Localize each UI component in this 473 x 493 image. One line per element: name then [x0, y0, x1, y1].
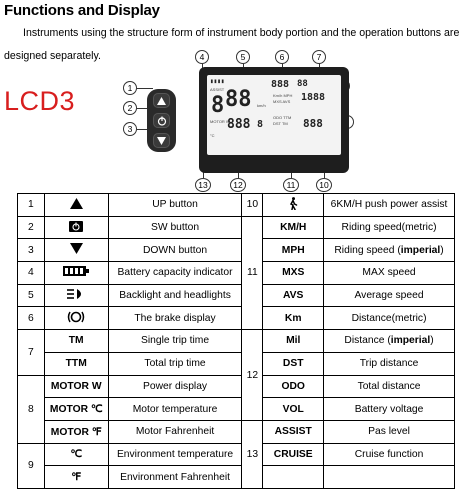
row-description-2: MAX speed	[324, 262, 455, 285]
table-row	[18, 443, 455, 466]
power-symbol-icon	[44, 216, 108, 239]
battery-indicator: ▮▮▮▮	[210, 78, 225, 85]
walk-icon	[263, 194, 324, 217]
row-description-2	[324, 466, 455, 489]
mode-text: Km/h MPH	[273, 93, 293, 98]
row-description: Environment temperature	[108, 443, 242, 466]
odo-text: ODO TTM	[273, 115, 292, 120]
table-row	[18, 466, 455, 489]
row-description-2: Riding speed (imperial)	[324, 239, 455, 262]
row-number: 6	[18, 307, 45, 330]
table-row	[18, 398, 455, 421]
table-row	[18, 375, 455, 398]
row-number: 3	[18, 239, 45, 262]
table-row	[18, 352, 455, 375]
motor-label: MOTOR W	[210, 119, 230, 124]
speed-unit: km/h	[257, 103, 266, 108]
row-description: Power display	[108, 375, 242, 398]
up-triangle-icon	[44, 194, 108, 217]
row-abbr: AVS	[263, 284, 324, 307]
row-description: Battery capacity indicator	[108, 262, 242, 285]
row-description-2: Cruise function	[324, 443, 455, 466]
row-description: Total trip time	[108, 352, 242, 375]
lcd-screen	[207, 75, 341, 155]
row-abbr: MXS	[263, 262, 324, 285]
callout-13: 13	[195, 178, 211, 192]
callout-2: 2	[123, 101, 137, 115]
headlight-icon	[44, 284, 108, 307]
temp-label: °C	[210, 133, 215, 138]
row-abbr: MPH	[263, 239, 324, 262]
row-description: Backlight and headlights	[108, 284, 242, 307]
battery-icon	[44, 262, 108, 285]
speed-digits: 88	[225, 87, 252, 112]
brake-icon	[44, 307, 108, 330]
row-description-2: Battery voltage	[324, 398, 455, 421]
callout-12: 12	[230, 178, 246, 192]
row-description-2: Riding speed(metric)	[324, 216, 455, 239]
row-abbr: Mil	[263, 330, 324, 353]
row-number: 7	[18, 330, 45, 375]
row-description-2: Distance (imperial)	[324, 330, 455, 353]
row-number-2: 13	[242, 420, 263, 488]
function-table	[17, 193, 455, 489]
row-abbr: ODO	[263, 375, 324, 398]
row-abbr: ASSIST	[263, 420, 324, 443]
table-row	[18, 284, 455, 307]
row-icon-text: MOTOR ℃	[44, 398, 108, 421]
row-icon-text: MOTOR ℉	[44, 420, 108, 443]
row-abbr: KM/H	[263, 216, 324, 239]
table-row	[18, 262, 455, 285]
row-number: 2	[18, 216, 45, 239]
model-label: LCD3	[4, 86, 76, 116]
row-description: Single trip time	[108, 330, 242, 353]
row-description-2: Pas level	[324, 420, 455, 443]
row-number: 1	[18, 194, 45, 217]
right-lower-digits: 888	[303, 117, 323, 130]
row-number-2: 11	[242, 216, 263, 329]
row-number-2: 10	[242, 194, 263, 217]
row-description-2: Total distance	[324, 375, 455, 398]
row-number-2: 12	[242, 330, 263, 421]
callout-6: 6	[275, 50, 289, 64]
row-description-2: Trip distance	[324, 352, 455, 375]
row-number: 5	[18, 284, 45, 307]
row-description-2: 6KM/H push power assist	[324, 194, 455, 217]
table-row	[18, 420, 455, 443]
power-icon	[157, 116, 167, 126]
row-description: DOWN button	[108, 239, 242, 262]
row-description-2: Average speed	[324, 284, 455, 307]
lcd-display	[199, 67, 349, 173]
remote-control	[147, 89, 176, 152]
callout-1: 1	[123, 81, 137, 95]
row-number: 8	[18, 375, 45, 443]
mid-digits: 888	[227, 117, 251, 132]
row-description: SW button	[108, 216, 242, 239]
remote-down-button[interactable]	[153, 133, 170, 148]
right-digits: 1888	[301, 92, 326, 103]
callout-4: 4	[195, 50, 209, 64]
row-number: 9	[18, 443, 45, 488]
intro-paragraph: Instruments using the structure form of instrument body portion and the operation buttons are designed separately.	[4, 27, 460, 62]
row-description: Motor temperature	[108, 398, 242, 421]
row-description: Motor Fahrenheit	[108, 420, 242, 443]
table-row	[18, 194, 455, 217]
up-triangle-icon	[157, 97, 166, 105]
down-triangle-icon	[44, 239, 108, 262]
remote-up-button[interactable]	[153, 93, 170, 108]
row-icon-text: MOTOR W	[44, 375, 108, 398]
callout-5: 5	[236, 50, 250, 64]
callout-3: 3	[123, 122, 137, 136]
table-row	[18, 330, 455, 353]
row-abbr	[263, 466, 324, 489]
top-digits: 888	[271, 79, 290, 90]
row-abbr: Km	[263, 307, 324, 330]
row-number: 4	[18, 262, 45, 285]
row-abbr: VOL	[263, 398, 324, 421]
row-icon-text: TTM	[44, 352, 108, 375]
assist-digit: 8	[211, 93, 225, 118]
row-abbr: DST	[263, 352, 324, 375]
mode-text-b: MXS AVS	[273, 99, 291, 104]
remote-power-button[interactable]	[153, 113, 170, 128]
top-digits-b: 88	[297, 79, 308, 89]
row-abbr: CRUISE	[263, 443, 324, 466]
mid-digits-b: 8	[257, 119, 264, 130]
row-description-2: Distance(metric)	[324, 307, 455, 330]
section-title: Functions and Display	[4, 2, 160, 19]
table-row	[18, 307, 455, 330]
table-row	[18, 239, 455, 262]
assist-label: ASSIST	[210, 87, 225, 92]
down-triangle-icon	[157, 137, 166, 145]
callout-10: 10	[316, 178, 332, 192]
row-icon-text: ℉	[44, 466, 108, 489]
row-description: UP button	[108, 194, 242, 217]
row-description: The brake display	[108, 307, 242, 330]
trip-text: DST TM	[273, 121, 288, 126]
row-description: Environment Fahrenheit	[108, 466, 242, 489]
callout-11: 11	[283, 178, 299, 192]
row-icon-text: ℃	[44, 443, 108, 466]
row-icon-text: TM	[44, 330, 108, 353]
callout-7: 7	[312, 50, 326, 64]
table-row	[18, 216, 455, 239]
